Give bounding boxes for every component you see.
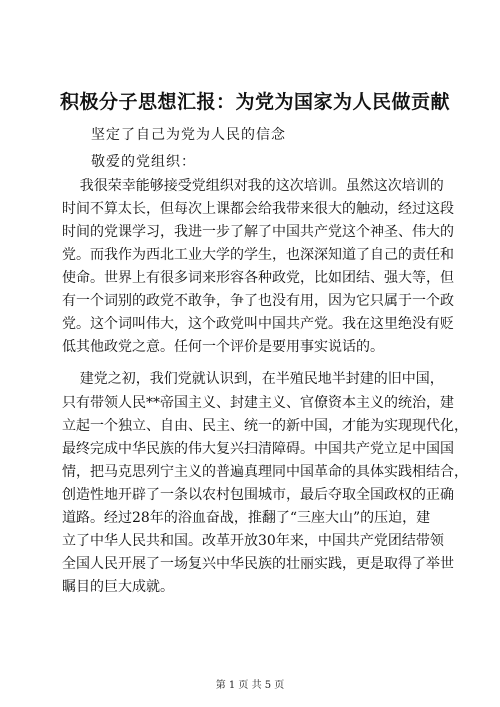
paragraph-line: 瞩目的巨大成就。 xyxy=(62,579,174,595)
paragraph-line: 时间的党课学习，我进一步了解了中国共产党这个神圣、伟大的 xyxy=(62,224,454,240)
paragraph-line: 立起一个独立、自由、民主、统一的新中国，才能为实现现代化， xyxy=(62,418,468,434)
document-subtitle: 坚定了自己为党为人民的信念 xyxy=(91,127,286,143)
paragraph-line: 有一个词别的政党不敢争，争了也没有用，因为它只属于一个政 xyxy=(62,293,454,309)
paragraph-line: 我很荣幸能够接受党组织对我的这次培训。虽然这次培训的 xyxy=(62,178,444,194)
paragraph-line: 党。这个词叫伟大，这个政党叫中国共产党。我在这里绝没有贬 xyxy=(62,316,454,332)
document-title: 积极分子思想汇报：为党为国家为人民做贡献 xyxy=(60,91,451,113)
paragraph-line: 立了中华人民共和国。改革开放30年来，中国共产党团结带领 xyxy=(62,533,444,549)
paragraph-line: 低其他政党之意。任何一个评价是要用事实说话的。 xyxy=(62,339,384,355)
paragraph-line: 使命。世界上有很多词来形容各种政党，比如团结、强大等，但 xyxy=(62,270,454,286)
paragraph-line: 情，把马克思列宁主义的普遍真理同中国革命的具体实践相结合， xyxy=(62,464,468,480)
paragraph-line: 时间不算太长，但每次上课都会给我带来很大的触动，经过这段 xyxy=(62,201,454,217)
paragraph-line: 最终完成中华民族的伟大复兴扫清障碍。中国共产党立足中国国 xyxy=(62,441,454,457)
paragraph-line: 全国人民开展了一场复兴中华民族的壮丽实践，更是取得了举世 xyxy=(62,556,454,572)
paragraph-line: 创造性地开辟了一条以农村包围城市，最后夺取全国政权的正确 xyxy=(62,487,454,503)
page-number-footer: 第 1 页 共 5 页 xyxy=(215,680,285,691)
salutation: 敬爱的党组织： xyxy=(91,154,196,170)
paragraph-line: 只有带领人民**帝国主义、封建主义、官僚资本主义的统治，建 xyxy=(62,395,454,411)
paragraph-line: 道路。经过28年的浴血奋战，推翻了“三座大山”的压迫，建 xyxy=(62,510,431,526)
paragraph-line: 党。而我作为西北工业大学的学生，也深深知道了自己的责任和 xyxy=(62,247,454,263)
paragraph-line: 建党之初，我们党就认识到，在半殖民地半封建的旧中国， xyxy=(62,371,444,387)
